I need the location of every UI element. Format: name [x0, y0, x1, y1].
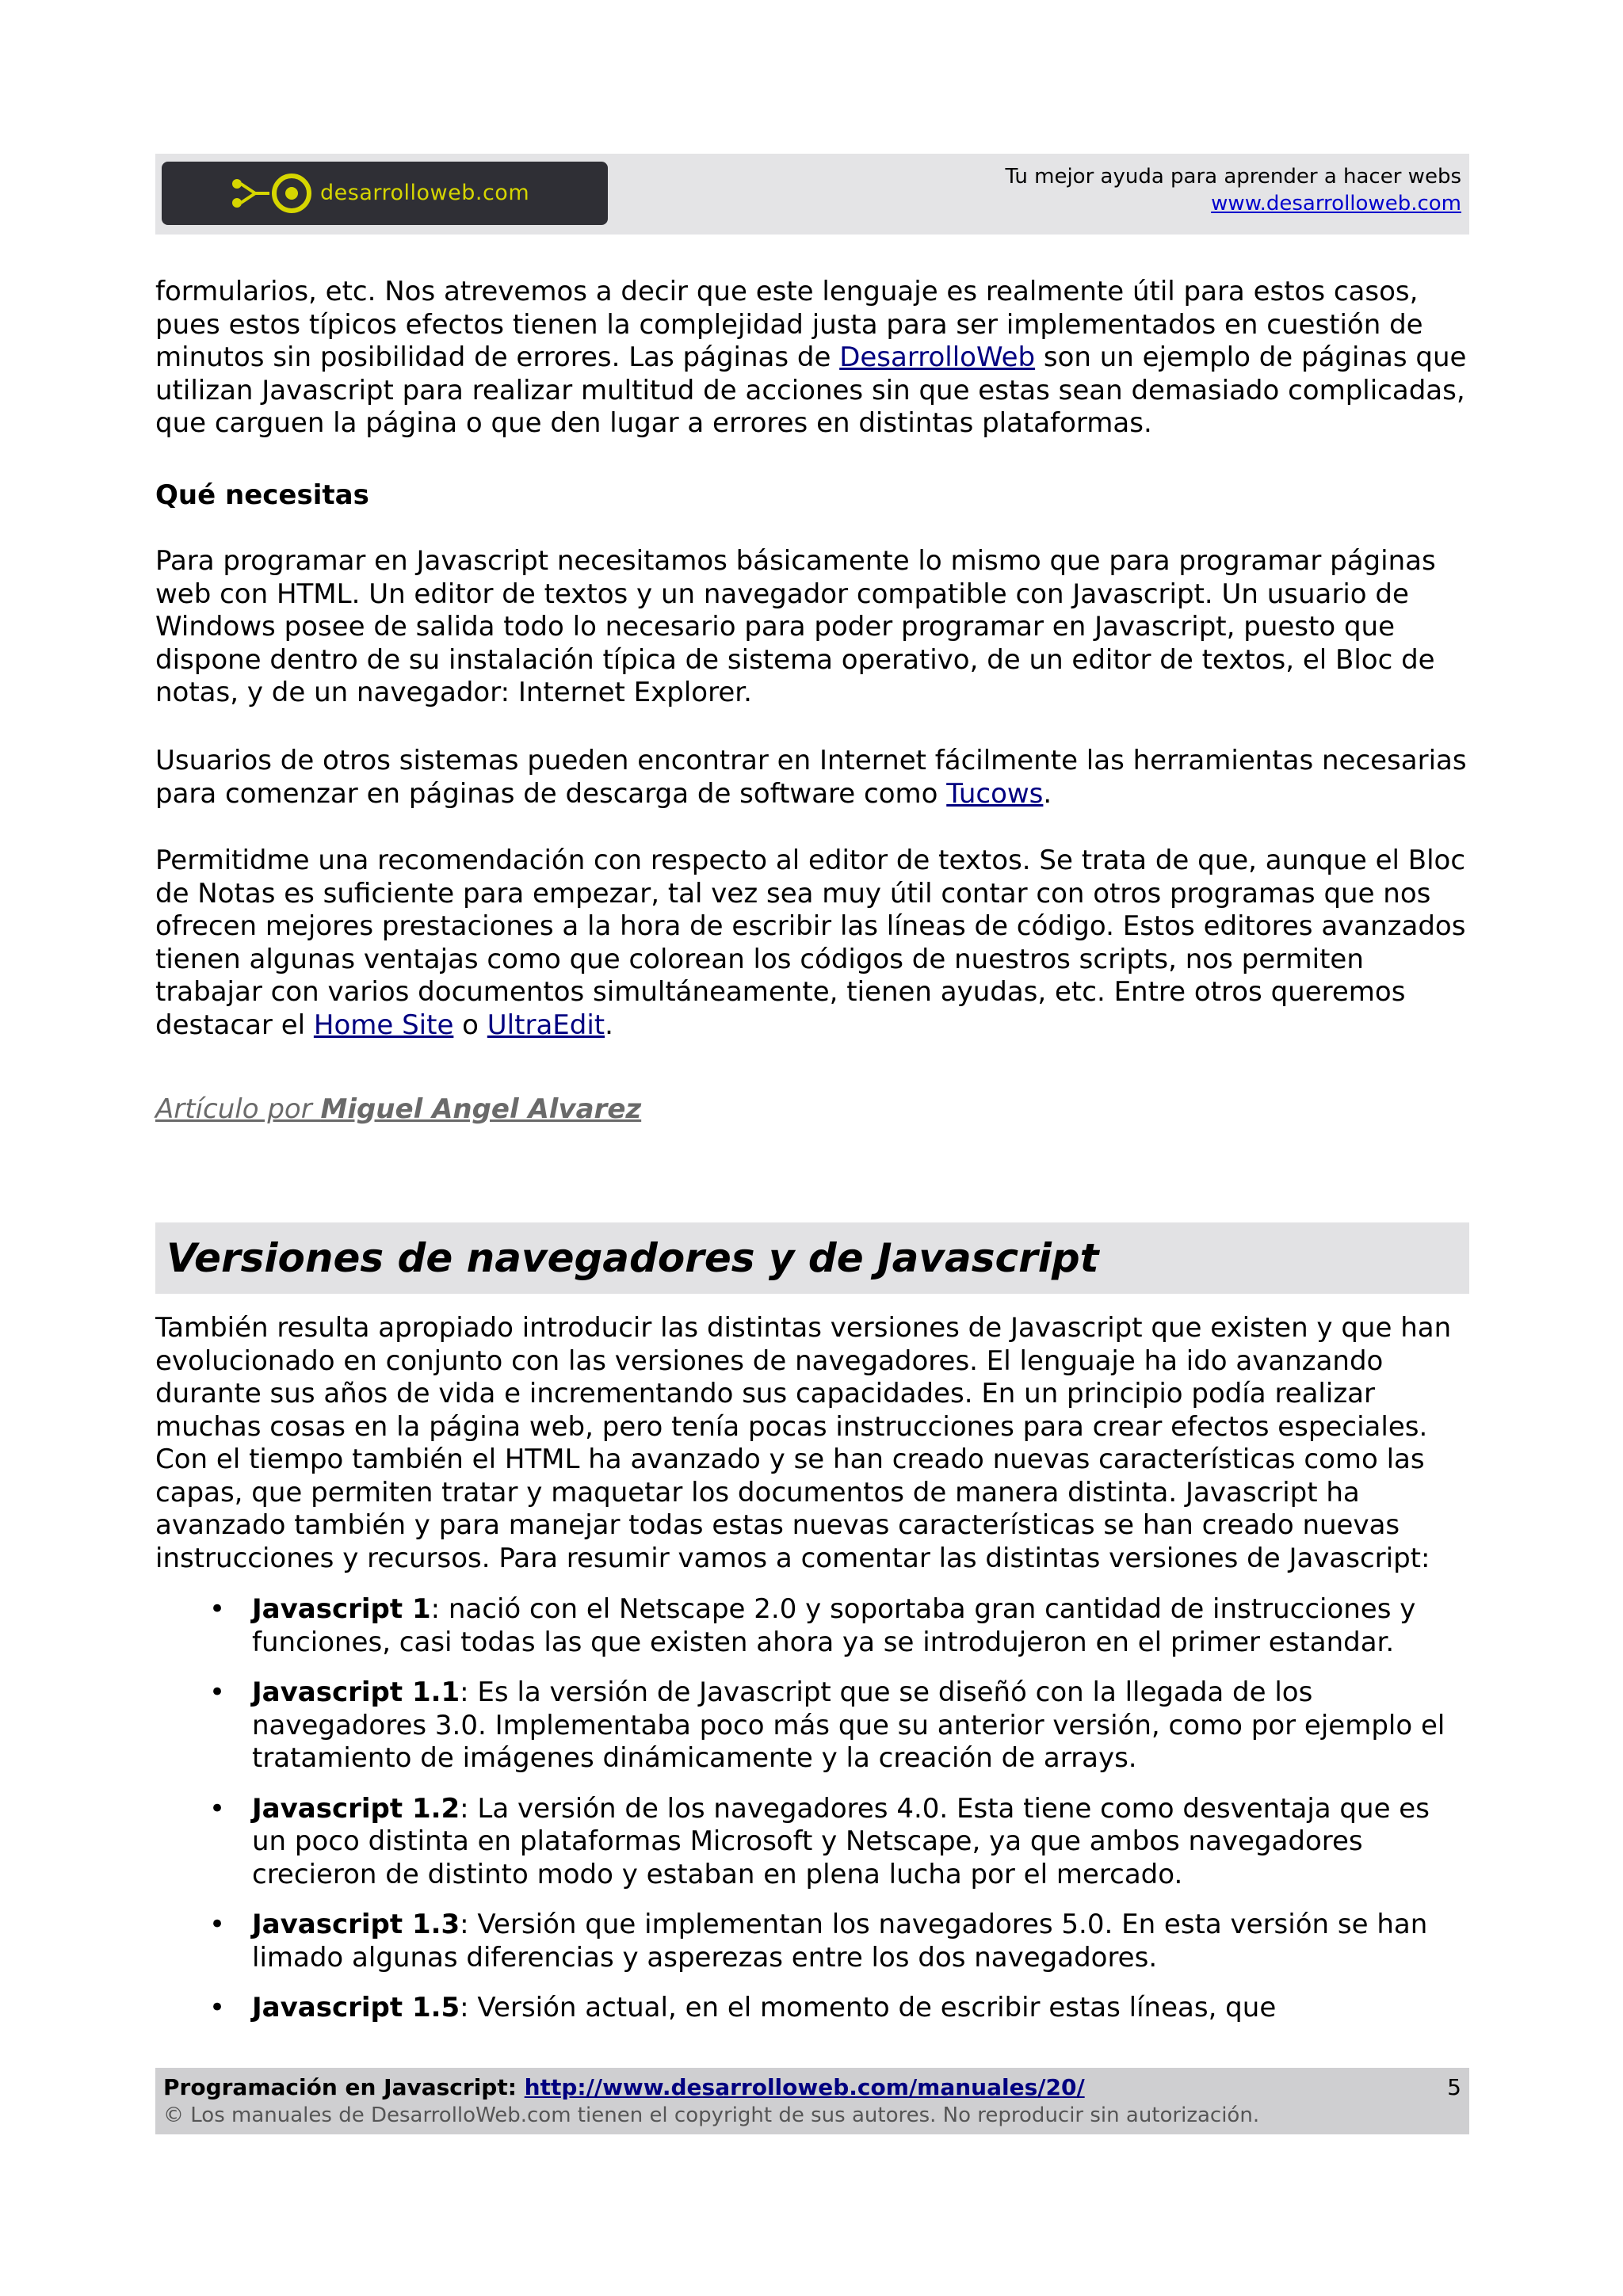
tucows-link[interactable]: Tucows: [946, 777, 1044, 810]
bullet-icon: •: [209, 1792, 226, 1825]
author-line: [155, 1093, 1469, 1127]
page-number: 5: [1447, 2074, 1461, 2100]
para-2-text: Para programar en Javascript necesitamos básicamente lo mismo que para programar páginas web con HTML. Un editor de textos y un navegador compatible con Javascript. Un usuario de Windows posee de salida todo lo necesario para poder programar en Javascript, puesto que dispone dentro de su instalación típica de sistema operativo, de un editor de textos, el Bloc de notas, y de un navegador: Internet Explorer.: [155, 545, 1436, 708]
para-1-text-b: son un ejemplo de páginas que utilizan Javascript para realizar multitud de acciones sin que estas sean demasiado complicadas, que carguen la página o que den lugar a errores en distintas plataformas.: [155, 341, 1467, 439]
footer-label: Programación en Javascript:: [163, 2074, 525, 2100]
para-3-text-a: Usuarios de otros sistemas pueden encontrar en Internet fácilmente las herramientas necesarias para comenzar en páginas de descarga de software como: [155, 745, 1467, 810]
list-item: [155, 1793, 1469, 1892]
versions-list: [155, 1593, 1469, 2025]
version-name: Javascript 1.3: [252, 1909, 460, 1940]
version-text: : nació con el Netscape 2.0 y soportaba gran cantidad de instrucciones y funciones, casi todas las que existen ahora ya se introdujeron en el primer estandar.: [252, 1593, 1416, 1658]
version-name: Javascript 1.1: [252, 1676, 460, 1708]
version-text: : Versión actual, en el momento de escribir estas líneas, que: [460, 1992, 1277, 2023]
para-4-text-b: .: [605, 1009, 613, 1041]
logo-mark-icon: [230, 173, 317, 214]
section-title-bar: [155, 1222, 1469, 1294]
list-item: [155, 1676, 1469, 1775]
site-url-link[interactable]: www.desarrolloweb.com: [1211, 192, 1461, 215]
bullet-icon: •: [209, 1593, 226, 1625]
version-text: : Versión que implementan los navegadores 5.0. En esta versión se han limado algunas diferencias y asperezas entre los dos navegadores.: [252, 1909, 1428, 1974]
author-prefix: Artículo por: [155, 1093, 321, 1125]
footer-manual-line: [163, 2074, 1085, 2101]
page-footer: [155, 2068, 1469, 2134]
footer-manual-link[interactable]: http://www.desarrolloweb.com/manuales/20/: [524, 2074, 1085, 2100]
para-4: [155, 845, 1469, 1042]
para-3: [155, 745, 1469, 810]
list-item: [155, 1593, 1469, 1659]
para-1-text-a: formularios, etc. Nos atrevemos a decir que este lenguaje es realmente útil para estos casos, pues estos típicos efectos tienen la complejidad justa para ser implementados en cuestión de minutos sin posibilidad de errores. Las páginas de: [155, 276, 1423, 373]
ultraedit-link[interactable]: UltraEdit: [487, 1009, 605, 1041]
desarrolloweb-link[interactable]: DesarrolloWeb: [839, 341, 1036, 373]
version-name: Javascript 1.2: [252, 1792, 460, 1825]
para-5: [155, 1312, 1469, 1575]
bullet-icon: •: [209, 1909, 226, 1940]
header-tagline: [1005, 163, 1461, 217]
home-site-link[interactable]: Home Site: [313, 1009, 454, 1041]
version-text: : Es la versión de Javascript que se diseñó con la llegada de los navegadores 3.0. Implementaba poco más que su anterior versión, como por ejemplo el tratamiento de imágenes dinámicamente y la creación de arrays.: [252, 1676, 1445, 1774]
footer-copyright: © Los manuales de DesarrolloWeb.com tienen el copyright de sus autores. No reproducir sin autorización.: [163, 2103, 1260, 2127]
list-item: [155, 1992, 1469, 2025]
author-credit[interactable]: [155, 1093, 641, 1125]
logo-text: desarrolloweb.com: [320, 181, 530, 205]
list-item: [155, 1909, 1469, 1974]
para-3-text-b: .: [1043, 777, 1052, 810]
para-4-text-a: Permitidme una recomendación con respecto al editor de textos. Se trata de que, aunque el Bloc de Notas es suficiente para empezar, tal vez sea muy útil contar con otros programas que nos ofrecen mejores prestaciones a la hora de escribir las líneas de código. Estos editores avanzados tienen algunas ventajas como que colorean los códigos de nuestros scripts, nos permiten trabajar con varios documentos simultáneamente, tienen ayudas, etc. Entre otros queremos destacar el: [155, 845, 1466, 1041]
author-name: Miguel Angel Alvarez: [320, 1093, 642, 1125]
subheading-que-necesitas: Qué necesitas: [155, 479, 369, 511]
para-4-text-mid: o: [453, 1009, 487, 1041]
site-logo[interactable]: [162, 162, 608, 225]
para-1: [155, 276, 1469, 441]
bullet-icon: •: [209, 1992, 226, 2023]
version-name: Javascript 1.5: [252, 1992, 460, 2023]
bullet-icon: •: [209, 1676, 226, 1708]
section-title: Versiones de navegadores y de Javascript: [166, 1235, 1099, 1281]
para-2: [155, 545, 1469, 710]
version-text: : La versión de los navegadores 4.0. Esta tiene como desventaja que es un poco distinta en plataformas Microsoft y Netscape, ya que ambos navegadores crecieron de distinto modo y estaban en plena lucha por el mercado.: [252, 1792, 1430, 1890]
page-header: [155, 154, 1469, 235]
subheading-block: [155, 479, 1469, 513]
para-5-text: También resulta apropiado introducir las distintas versiones de Javascript que existen y que han evolucionado en conjunto con las versiones de navegadores. El lenguaje ha ido avanzando durante sus años de vida e incrementando sus capacidades. En un principio podía realizar muchas cosas en la página web, pero tenía pocas instrucciones para crear efectos especiales. Con el tiempo también el HTML ha avanzado y se han creado nuevas características como las capas, que permiten tratar y maquetar los documentos de manera distinta. Javascript ha avanzado también y para manejar todas estas nuevas características se han creado nuevas instrucciones y recursos. Para resumir vamos a comentar las distintas versiones de Javascript:: [155, 1312, 1452, 1574]
version-name: Javascript 1: [252, 1593, 431, 1625]
tagline-text: Tu mejor ayuda para aprender a hacer webs: [1005, 165, 1461, 189]
versions-list-block: [155, 1593, 1469, 2042]
